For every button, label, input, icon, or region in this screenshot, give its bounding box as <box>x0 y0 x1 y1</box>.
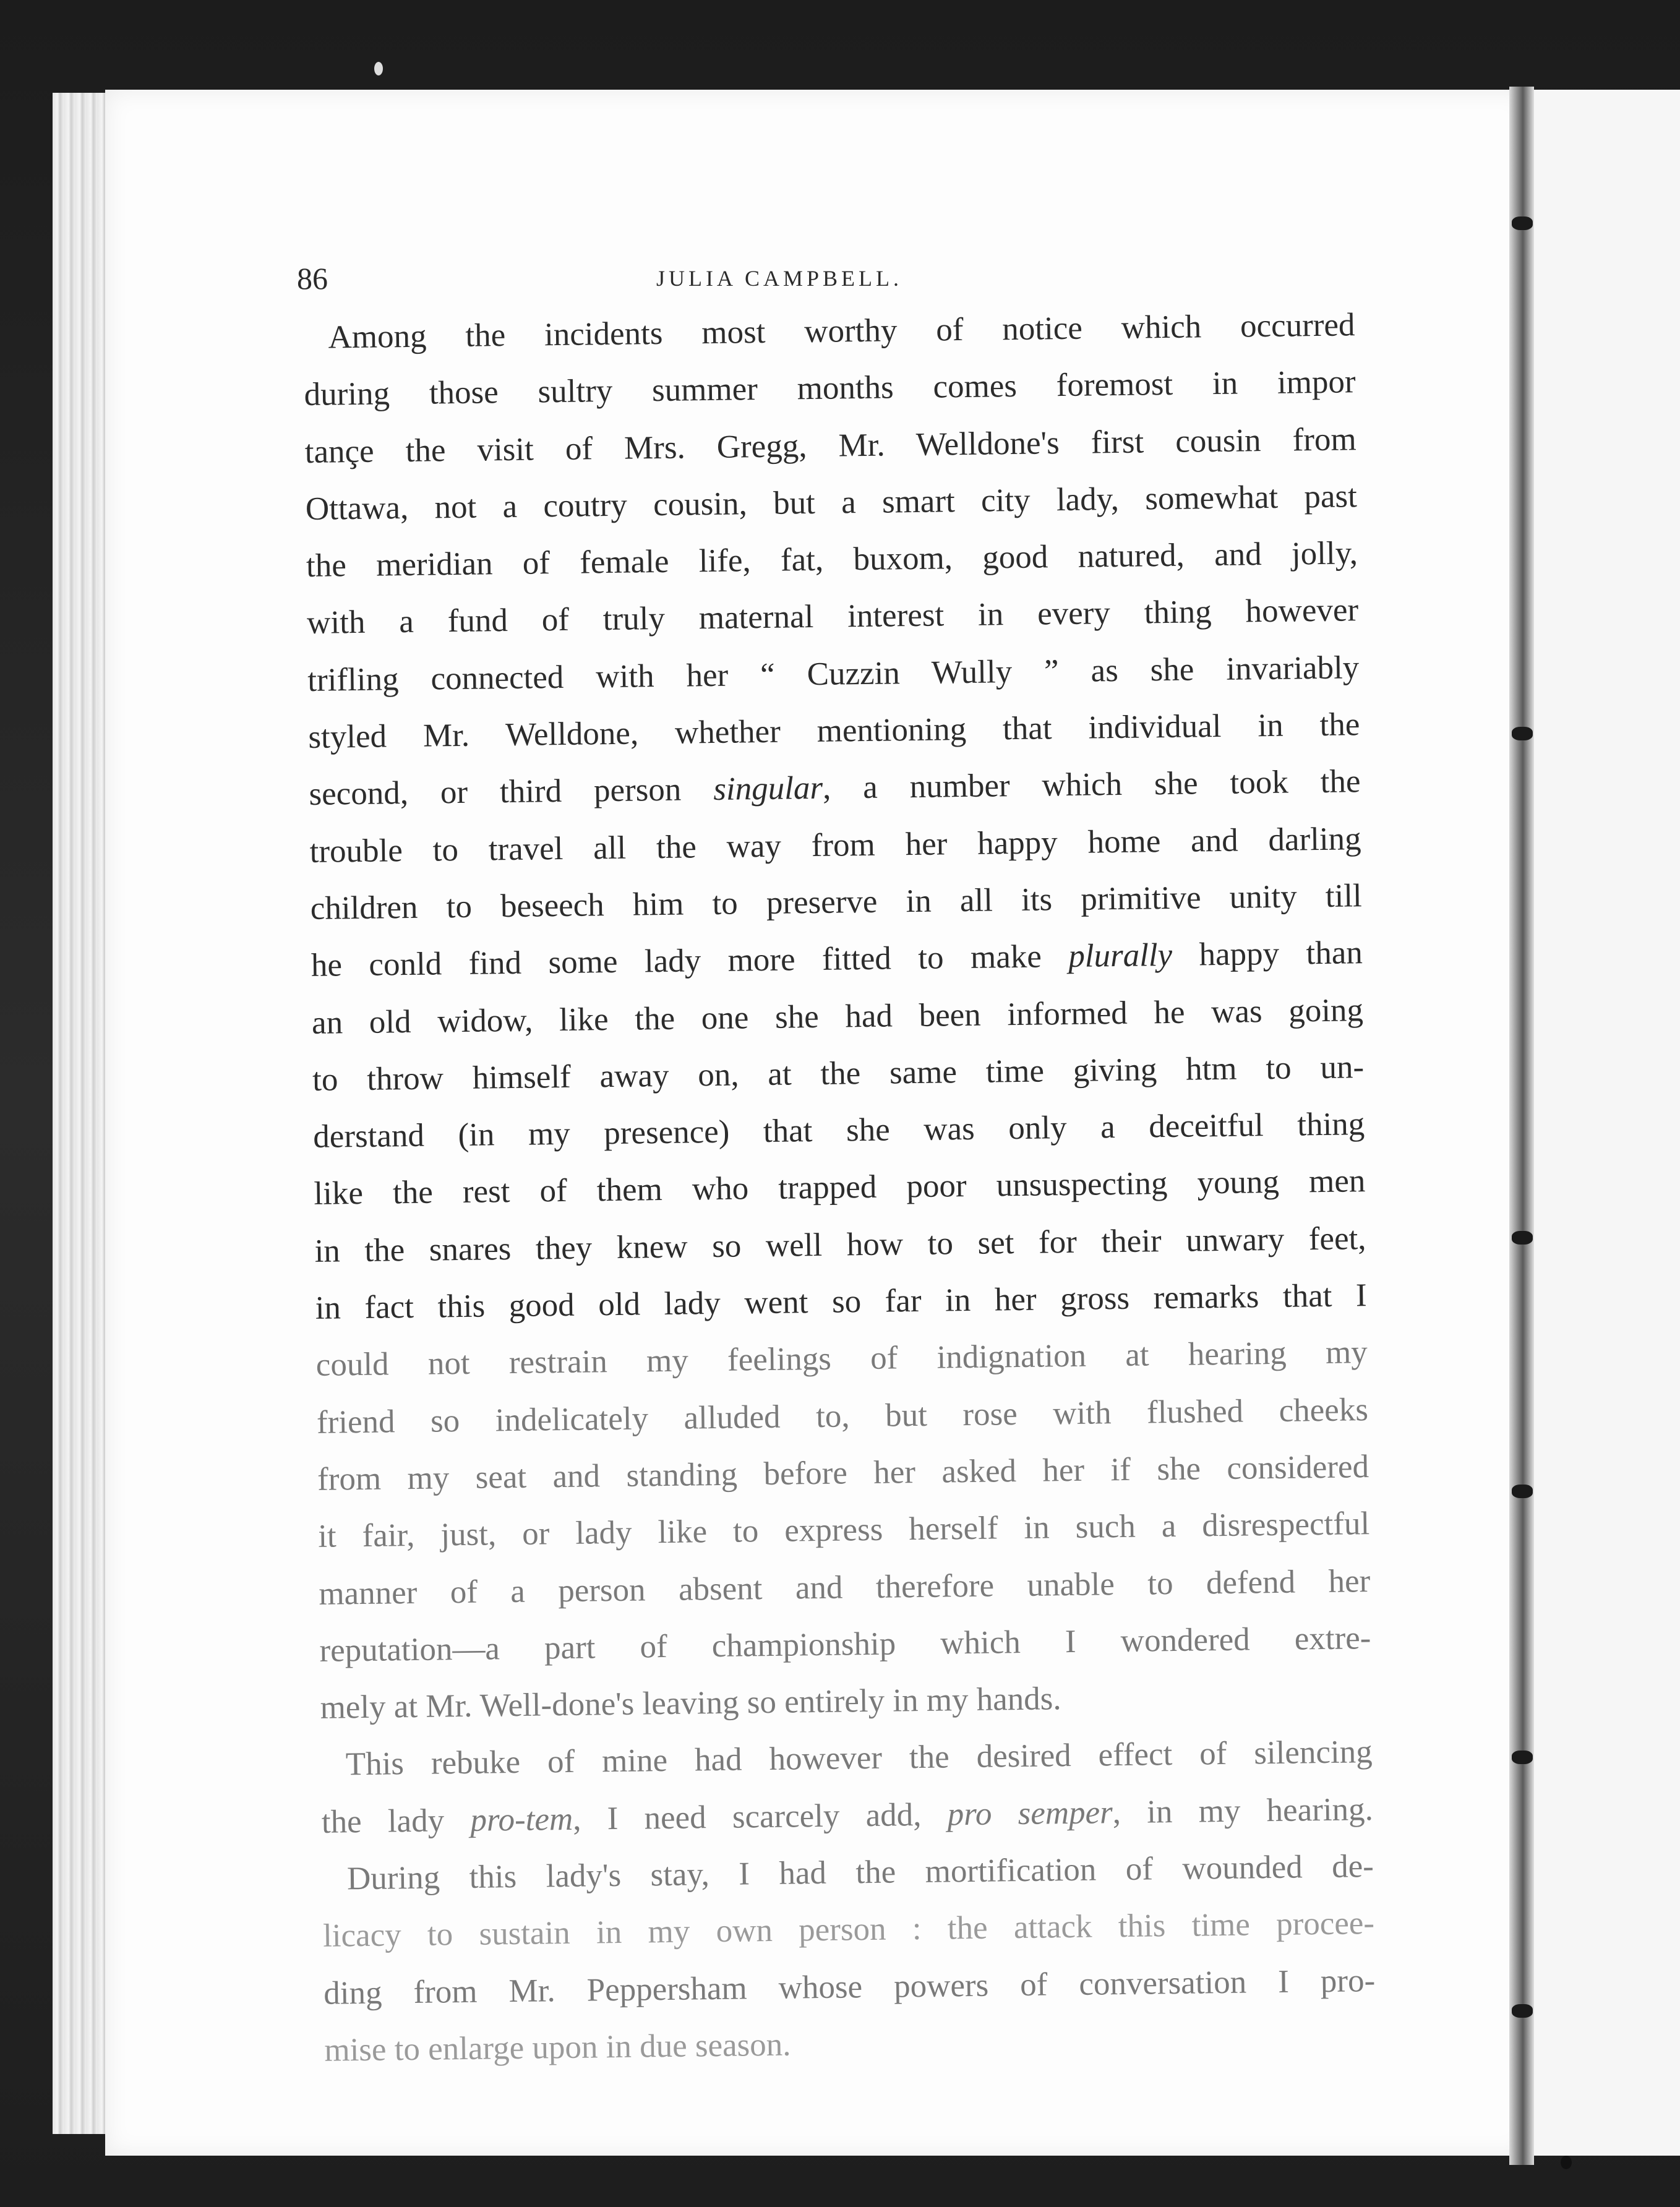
text-line: from my seat and standing before her asked her if she considered <box>317 1449 1369 1498</box>
facing-page <box>1534 90 1680 2156</box>
text-line: During this lady's stay, I had the mortification of wounded de- <box>346 1848 1374 1897</box>
line-segment: , in my hearing. <box>1112 1791 1374 1830</box>
text-line: could not restrain my feelings of indignation at hearing my <box>315 1334 1368 1384</box>
italic-word: pro-tem <box>470 1801 573 1838</box>
text-line: friend so indelicately alluded to, but rose with flushed cheeks <box>316 1391 1369 1441</box>
line-segment: happy than <box>1172 935 1363 974</box>
text-line: mise to enlarge upon in due season. <box>324 2026 791 2068</box>
text-line: Among the incidents most worthy of notice which occurred <box>328 307 1355 356</box>
text-line: styled Mr. Welldone, whether mentioning that individual in the <box>308 706 1360 756</box>
text-line: derstand (in my presence) that she was only a deceitful thing <box>312 1106 1365 1155</box>
body-text <box>303 296 1376 2079</box>
line-segment: he conld find some lady more fitted to make <box>311 938 1069 984</box>
book-gutter <box>1509 87 1534 2165</box>
italic-word: plurally <box>1068 937 1173 975</box>
scan-speck <box>1561 2156 1572 2169</box>
line-segment: second, or third person <box>309 771 714 813</box>
text-line: in the snares they knew so well how to set for their unwary feet, <box>314 1220 1366 1269</box>
text-line: Ottawa, not a coutry cousin, but a smart city lady, somewhat past <box>305 478 1358 527</box>
text-line: trouble to travel all the way from her happy home and darling <box>309 820 1361 870</box>
text-line: during those sultry summer months comes foremost in impor <box>304 364 1356 413</box>
text-line: an old widow, like the one she had been informed he was going <box>311 992 1364 1041</box>
italic-word: pro semper <box>947 1794 1113 1833</box>
line-segment: , a number which she took the <box>822 763 1361 807</box>
text-line: manner of a person absent and therefore unable to defend her <box>319 1562 1371 1612</box>
text-line: reputation—a part of championship which I wondered extre- <box>319 1619 1371 1669</box>
binding-stitch <box>1512 727 1533 740</box>
page-stack-edge <box>53 93 108 2134</box>
text-line: the meridian of female life, fat, buxom, good natured, and jolly, <box>306 535 1358 585</box>
text-line: ding from Mr. Peppersham whose powers of conversation I pro- <box>323 1962 1376 2012</box>
text-line: This rebuke of mine had however the desired effect of silencing <box>345 1734 1373 1783</box>
italic-word: singular <box>713 770 823 808</box>
text-line: to throw himself away on, at the same time giving htm to un- <box>312 1048 1365 1098</box>
text-line: licacy to sustain in my own person : the attack this time procee- <box>322 1905 1375 1955</box>
line-segment: the lady <box>321 1802 471 1840</box>
text-line: children to beseech him to preserve in all its primitive unity till <box>310 878 1363 927</box>
text-line: like the rest of them who trapped poor unsuspecting young men <box>314 1163 1366 1212</box>
binding-stitch <box>1512 1485 1533 1498</box>
text-line: mely at Mr. Well-done's leaving so entirely in my hands. <box>320 1681 1061 1726</box>
text-line: in fact this good old lady went so far in her gross remarks that I <box>315 1277 1367 1326</box>
text-line: trifling connected with her “ Cuzzin Wully ” as she invariably <box>307 649 1360 698</box>
running-head: JULIA CAMPBELL. <box>656 266 903 291</box>
line-segment: , I need scarcely add, <box>572 1796 948 1837</box>
binding-stitch <box>1512 2004 1533 2018</box>
text-line: with a fund of truly maternal interest in every thing however <box>306 592 1359 641</box>
page-number: 86 <box>297 261 328 296</box>
page-header <box>297 257 1262 300</box>
binding-stitch <box>1512 216 1533 230</box>
scan-speck <box>374 62 383 75</box>
text-line: tançe the visit of Mrs. Gregg, Mr. Welldone's first cousin from <box>304 421 1357 470</box>
binding-stitch <box>1512 1751 1533 1764</box>
binding-stitch <box>1512 1231 1533 1245</box>
text-line: it fair, just, or lady like to express herself in such a disrespectful <box>317 1506 1370 1555</box>
